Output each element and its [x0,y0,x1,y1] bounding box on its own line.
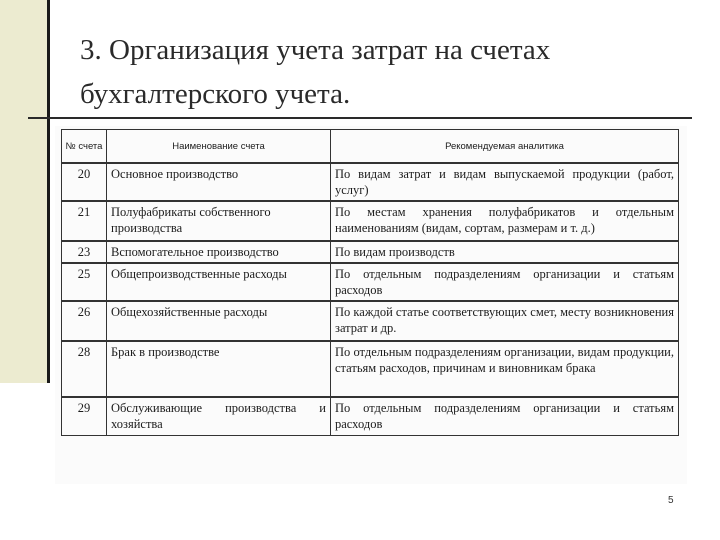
table-row [62,397,679,435]
table-row [62,163,679,201]
account-name: Полуфабрикаты собственного производства [107,201,331,241]
table-row [62,341,679,397]
account-analytics: По местам хранения полуфабрикатов и отдельным наименованиям (видам, сортам, размерам и т. д.) [331,201,679,241]
account-name: Общепроизводственные расходы [107,263,331,301]
account-name: Вспомогательное производство [107,241,331,263]
account-analytics: По видам производств [331,241,679,263]
accounts-table [61,129,679,436]
account-name: Обслуживающие производства и хозяйства [107,397,331,435]
account-name: Основное производство [107,163,331,201]
account-analytics: По каждой статье соответствующих смет, месту возникновения затрат и др. [331,301,679,341]
side-accent-line [47,0,50,383]
table-row [62,201,679,241]
account-name: Общехозяйственные расходы [107,301,331,341]
account-number: 28 [62,341,107,397]
account-name: Брак в производстве [107,341,331,397]
title-underline [28,117,692,119]
page-number: 5 [668,495,674,506]
account-number: 23 [62,241,107,263]
slide-title [80,28,700,116]
header-recommended-analytics: Рекомендуемая аналитика [331,130,679,164]
header-account-name: Наименование счета [107,130,331,164]
table-row [62,241,679,263]
account-number: 29 [62,397,107,435]
account-analytics: По отдельным подразделениям организации, видам продукции, статьям расходов, причинам и виновникам брака [331,341,679,397]
account-analytics: По видам затрат и видам выпускаемой продукции (работ, услуг) [331,163,679,201]
account-number: 26 [62,301,107,341]
account-number: 21 [62,201,107,241]
slide-title-line-2: бухгалтерского учета. [80,78,351,110]
account-analytics: По отдельным подразделениям организации и статьям расходов [331,263,679,301]
slide-title-line-1: 3. Организация учета затрат на счетах [80,34,551,66]
header-account-number: № счета [62,130,107,164]
account-analytics: По отдельным подразделениям организации и статьям расходов [331,397,679,435]
table-header-row [62,130,679,164]
account-number: 20 [62,163,107,201]
table-row [62,301,679,341]
table-row [62,263,679,301]
side-accent-bar [0,0,47,383]
account-number: 25 [62,263,107,301]
